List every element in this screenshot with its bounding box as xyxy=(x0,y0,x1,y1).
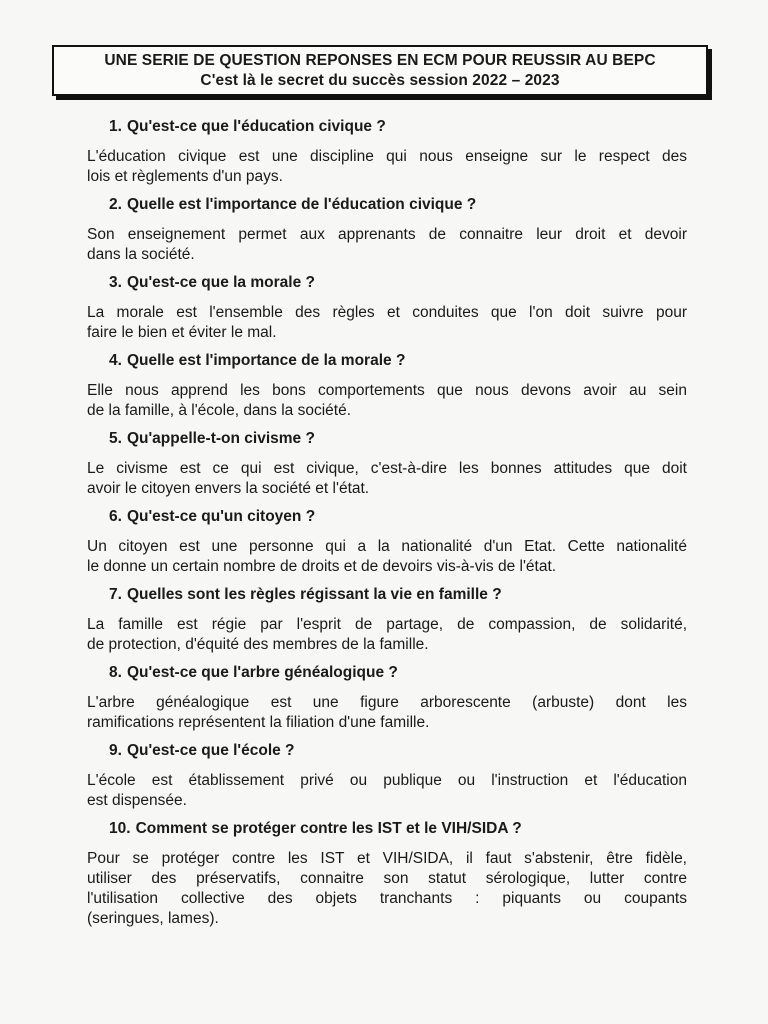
answer-paragraph xyxy=(87,537,687,577)
question-heading xyxy=(87,117,687,137)
answer-line: avoir le citoyen envers la société et l'état. xyxy=(87,480,370,497)
answer-line: utiliser des préservatifs, connaitre son statut sérologique, lutter contre xyxy=(87,870,687,887)
question-text: Quelle est l'importance de la morale ? xyxy=(126,352,406,369)
question-heading xyxy=(87,195,687,215)
question-heading xyxy=(87,585,687,605)
answer-line: faire le bien et éviter le mal. xyxy=(87,324,277,341)
question-text: Quelle est l'importance de l'éducation civique ? xyxy=(126,196,477,213)
qa-item-3 xyxy=(87,273,687,343)
title-box xyxy=(52,45,708,96)
question-text: Qu'appelle-t-on civisme ? xyxy=(126,430,315,447)
answer-paragraph xyxy=(87,225,687,265)
question-number: 9. xyxy=(109,742,122,759)
answer-paragraph xyxy=(87,771,687,811)
answer-paragraph xyxy=(87,459,687,499)
answer-line: Le civisme est ce qui est civique, c'est-à-dire les bonnes attitudes que doit xyxy=(87,460,687,477)
question-heading xyxy=(87,741,687,761)
answer-line: L'école est établissement privé ou publique ou l'instruction et l'éducation xyxy=(87,772,687,789)
answer-paragraph xyxy=(87,381,687,421)
question-heading xyxy=(87,273,687,293)
question-number: 7. xyxy=(109,586,122,603)
qa-item-5 xyxy=(87,429,687,499)
answer-line: Son enseignement permet aux apprenants de connaitre leur droit et devoir xyxy=(87,226,687,243)
answer-line: de protection, d'équité des membres de la famille. xyxy=(87,636,429,653)
title-line-2: C'est là le secret du succès session 2022 – 2023 xyxy=(200,72,560,89)
answer-line: La morale est l'ensemble des règles et conduites que l'on doit suivre pour xyxy=(87,304,687,321)
question-heading xyxy=(87,819,687,839)
answer-line: lois et règlements d'un pays. xyxy=(87,168,283,185)
qa-item-10 xyxy=(87,819,687,929)
question-text: Qu'est-ce qu'un citoyen ? xyxy=(126,508,316,525)
question-text: Qu'est-ce que l'éducation civique ? xyxy=(126,118,386,135)
question-heading xyxy=(87,663,687,683)
answer-line: L'arbre généalogique est une figure arborescente (arbuste) dont les xyxy=(87,694,687,711)
answer-line: de la famille, à l'école, dans la société. xyxy=(87,402,352,419)
answer-paragraph xyxy=(87,849,687,929)
answer-paragraph xyxy=(87,147,687,187)
answer-line: l'utilisation collective des objets tranchants : piquants ou coupants xyxy=(87,890,687,907)
answer-line: dans la société. xyxy=(87,246,195,263)
answer-line: Un citoyen est une personne qui a la nationalité d'un Etat. Cette nationalité xyxy=(87,538,687,555)
answer-paragraph xyxy=(87,615,687,655)
qa-item-8 xyxy=(87,663,687,733)
answer-line: (seringues, lames). xyxy=(87,910,219,927)
question-heading xyxy=(87,507,687,527)
question-text: Qu'est-ce que l'école ? xyxy=(126,742,295,759)
qa-item-7 xyxy=(87,585,687,655)
answer-line: Pour se protéger contre les IST et VIH/SIDA, il faut s'abstenir, être fidèle, xyxy=(87,850,687,867)
qa-item-2 xyxy=(87,195,687,265)
question-text: Qu'est-ce que l'arbre généalogique ? xyxy=(126,664,398,681)
question-number: 10. xyxy=(109,820,131,837)
answer-line: le donne un certain nombre de droits et de devoirs vis-à-vis de l'état. xyxy=(87,558,557,575)
qa-item-4 xyxy=(87,351,687,421)
qa-item-6 xyxy=(87,507,687,577)
question-number: 6. xyxy=(109,508,122,525)
question-number: 1. xyxy=(109,118,122,135)
answer-paragraph xyxy=(87,693,687,733)
question-text: Quelles sont les règles régissant la vie en famille ? xyxy=(126,586,502,603)
question-number: 8. xyxy=(109,664,122,681)
qa-item-9 xyxy=(87,741,687,811)
question-number: 5. xyxy=(109,430,122,447)
question-text: Qu'est-ce que la morale ? xyxy=(126,274,315,291)
question-text: Comment se protéger contre les IST et le VIH/SIDA ? xyxy=(135,820,522,837)
title-line-1: UNE SERIE DE QUESTION REPONSES EN ECM POUR REUSSIR AU BEPC xyxy=(104,52,656,69)
answer-line: L'éducation civique est une discipline qui nous enseigne sur le respect des xyxy=(87,148,687,165)
answer-line: est dispensée. xyxy=(87,792,187,809)
answer-paragraph xyxy=(87,303,687,343)
question-answer-list xyxy=(87,117,687,937)
question-number: 3. xyxy=(109,274,122,291)
question-number: 4. xyxy=(109,352,122,369)
answer-line: Elle nous apprend les bons comportements que nous devons avoir au sein xyxy=(87,382,687,399)
question-number: 2. xyxy=(109,196,122,213)
question-heading xyxy=(87,351,687,371)
answer-line: ramifications représentent la filiation d'une famille. xyxy=(87,714,430,731)
qa-item-1 xyxy=(87,117,687,187)
answer-line: La famille est régie par l'esprit de partage, de compassion, de solidarité, xyxy=(87,616,687,633)
question-heading xyxy=(87,429,687,449)
